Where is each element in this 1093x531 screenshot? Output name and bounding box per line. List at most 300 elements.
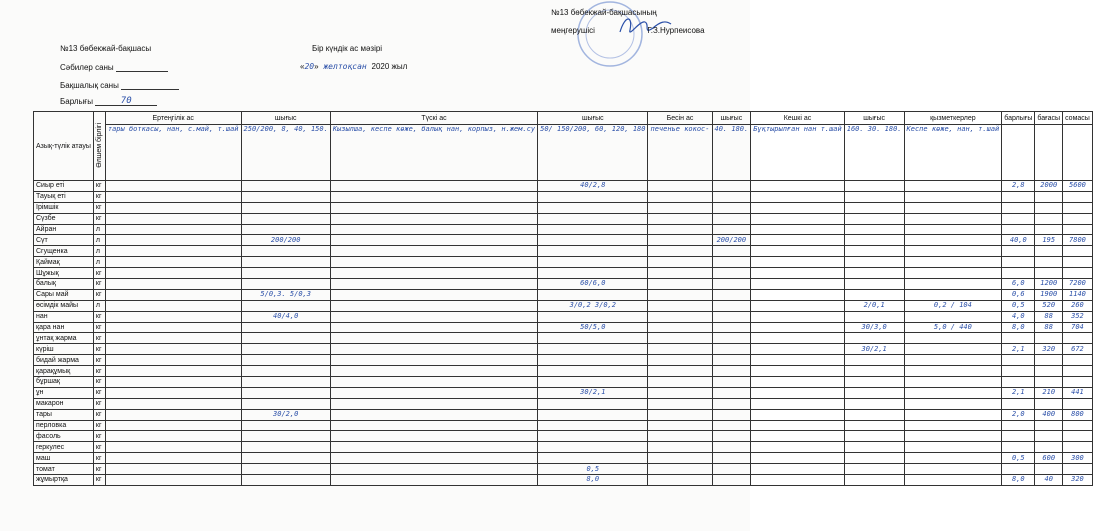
cell-value [712, 366, 751, 377]
col-out-3: шығыс [712, 112, 751, 125]
cell-value [751, 398, 845, 409]
cell-value [105, 333, 241, 344]
cell-value [1063, 268, 1093, 279]
cell-value [241, 420, 330, 431]
cell-value [751, 224, 845, 235]
cell-value: 40/4,0 [241, 311, 330, 322]
product-unit: кг [93, 431, 105, 442]
cell-value [844, 246, 904, 257]
product-name: Тауық еті [34, 191, 94, 202]
product-name: Сиыр еті [34, 181, 94, 192]
dish-breakfast: тары боткасы, нан, с.май, т.шай [105, 125, 241, 181]
cell-value [904, 366, 1002, 377]
menu-table [33, 111, 1093, 486]
cell-value [751, 191, 845, 202]
cell-value: 2/0,1 [844, 300, 904, 311]
cell-value [241, 181, 330, 192]
product-unit: кг [93, 398, 105, 409]
menu-table-body [34, 181, 1093, 486]
cell-value [751, 289, 845, 300]
cell-value [1063, 191, 1093, 202]
cell-value [712, 289, 751, 300]
product-unit: кг [93, 464, 105, 475]
cell-value [538, 442, 648, 453]
dish-sum [1063, 125, 1093, 181]
cell-value [1063, 366, 1093, 377]
rate-label: Сәбилер саны [60, 63, 114, 72]
cell-value [330, 268, 537, 279]
cell-value: 0,6 [1002, 289, 1035, 300]
col-snack: Бесін ас [648, 112, 712, 125]
cell-value [241, 224, 330, 235]
cell-value [844, 387, 904, 398]
table-row [34, 333, 1093, 344]
cell-value [712, 279, 751, 290]
cell-value: 8,0 [1002, 475, 1035, 486]
cell-value [844, 235, 904, 246]
cell-value [105, 191, 241, 202]
cell-value [538, 311, 648, 322]
dish-staff: Кеспе көже, нан, т.шай [904, 125, 1002, 181]
cell-value [712, 464, 751, 475]
cell-value: 672 [1063, 344, 1093, 355]
product-name: күріш [34, 344, 94, 355]
cell-value [844, 398, 904, 409]
cell-value [241, 377, 330, 388]
cell-value [844, 257, 904, 268]
cell-value [1063, 420, 1093, 431]
cell-value [751, 279, 845, 290]
cell-value [1002, 420, 1035, 431]
total-line [60, 96, 157, 106]
cell-value [538, 246, 648, 257]
cell-value: 520 [1035, 300, 1063, 311]
menu-date [300, 62, 407, 71]
cell-value [844, 355, 904, 366]
cell-value: 195 [1035, 235, 1063, 246]
cell-value [1035, 246, 1063, 257]
cell-value [241, 300, 330, 311]
col-product-name: Азық-түлік атауы [34, 112, 94, 181]
cell-value [538, 420, 648, 431]
cell-value [105, 344, 241, 355]
table-row [34, 202, 1093, 213]
product-unit: кг [93, 202, 105, 213]
cell-value [904, 333, 1002, 344]
cell-value [241, 475, 330, 486]
cell-value: 2,0 [1002, 409, 1035, 420]
product-unit: кг [93, 311, 105, 322]
cell-value [751, 202, 845, 213]
cell-value [538, 333, 648, 344]
product-unit: кг [93, 181, 105, 192]
cell-value: 1900 [1035, 289, 1063, 300]
product-unit: л [93, 257, 105, 268]
cell-value [751, 387, 845, 398]
cell-value: 320 [1035, 344, 1063, 355]
cell-value [751, 213, 845, 224]
cell-value [1035, 442, 1063, 453]
cell-value [330, 279, 537, 290]
cell-value [904, 344, 1002, 355]
cell-value [330, 442, 537, 453]
product-name: геркулес [34, 442, 94, 453]
col-unit: Өлшем бірлігі [93, 112, 105, 181]
cell-value [1002, 464, 1035, 475]
cell-value [241, 213, 330, 224]
cell-value [105, 246, 241, 257]
cell-value: 320 [1063, 475, 1093, 486]
cell-value [648, 202, 712, 213]
cell-value [712, 257, 751, 268]
cell-value [1035, 213, 1063, 224]
product-unit: кг [93, 475, 105, 486]
col-out-4: шығыс [844, 112, 904, 125]
cell-value: 88 [1035, 311, 1063, 322]
cell-value [105, 213, 241, 224]
cell-value [538, 366, 648, 377]
cell-value [105, 300, 241, 311]
menu-title: Бір күндік ас мәзірі [312, 44, 383, 53]
cell-value [648, 279, 712, 290]
product-unit: кг [93, 268, 105, 279]
dish-dinner: Бұқтырылған нан т.шай [751, 125, 845, 181]
cell-value [1063, 398, 1093, 409]
product-name: бидай жарма [34, 355, 94, 366]
cell-value [105, 268, 241, 279]
cell-value [330, 420, 537, 431]
cell-value [712, 268, 751, 279]
cell-value [904, 442, 1002, 453]
cell-value [844, 442, 904, 453]
product-unit: кг [93, 279, 105, 290]
cell-value [538, 235, 648, 246]
cell-value [844, 420, 904, 431]
cell-value [648, 224, 712, 235]
cell-value [904, 453, 1002, 464]
cell-value [712, 322, 751, 333]
cell-value: 400 [1035, 409, 1063, 420]
cell-value [330, 224, 537, 235]
product-unit: кг [93, 344, 105, 355]
cell-value [1063, 431, 1093, 442]
cell-value [751, 268, 845, 279]
cell-value [241, 398, 330, 409]
product-unit: л [93, 224, 105, 235]
cell-value [538, 191, 648, 202]
cell-value [538, 268, 648, 279]
cell-value [1063, 224, 1093, 235]
cell-value [1063, 377, 1093, 388]
cell-value [712, 311, 751, 322]
cell-value: 0,2 / 104 [904, 300, 1002, 311]
cell-value [105, 366, 241, 377]
cell-value: 60/6,0 [538, 279, 648, 290]
table-row [34, 431, 1093, 442]
cell-value [330, 322, 537, 333]
cell-value [648, 268, 712, 279]
cell-value: 300 [1063, 453, 1093, 464]
cell-value [904, 213, 1002, 224]
cell-value [105, 181, 241, 192]
cell-value: 2,8 [1002, 181, 1035, 192]
cell-value [1002, 431, 1035, 442]
cell-value [1002, 333, 1035, 344]
cell-value: 8,0 [1002, 322, 1035, 333]
cell-value [330, 344, 537, 355]
product-name: Сгущенка [34, 246, 94, 257]
cell-value [844, 475, 904, 486]
product-name: Айран [34, 224, 94, 235]
cell-value: 40 [1035, 475, 1063, 486]
cell-value [538, 202, 648, 213]
cell-value [648, 431, 712, 442]
cell-value [538, 409, 648, 420]
cell-value [712, 442, 751, 453]
cell-value [1035, 257, 1063, 268]
cell-value [751, 311, 845, 322]
cell-value [904, 409, 1002, 420]
cell-value [1002, 202, 1035, 213]
cell-value [105, 377, 241, 388]
cell-value [904, 279, 1002, 290]
cell-value [105, 398, 241, 409]
cell-value [904, 191, 1002, 202]
cell-value [648, 257, 712, 268]
cell-value [904, 246, 1002, 257]
cell-value [330, 398, 537, 409]
product-unit: л [93, 235, 105, 246]
cell-value [648, 333, 712, 344]
cell-value [1063, 257, 1093, 268]
cell-value [1063, 355, 1093, 366]
table-row [34, 279, 1093, 290]
cell-value [538, 257, 648, 268]
cell-value [712, 213, 751, 224]
product-name: Ірімшік [34, 202, 94, 213]
cell-value: 210 [1035, 387, 1063, 398]
product-name: макарон [34, 398, 94, 409]
cell-value [751, 442, 845, 453]
cell-value [330, 246, 537, 257]
cell-value [241, 202, 330, 213]
cell-value [904, 398, 1002, 409]
col-total: барлығы [1002, 112, 1035, 125]
cell-value: 2000 [1035, 181, 1063, 192]
product-name: қара нан [34, 322, 94, 333]
cell-value [241, 453, 330, 464]
product-name: балық [34, 279, 94, 290]
cell-value [844, 409, 904, 420]
cell-value: 7800 [1063, 235, 1093, 246]
table-row [34, 464, 1093, 475]
col-staff: қызметкерлер [904, 112, 1002, 125]
cell-value [105, 224, 241, 235]
cell-value [1035, 355, 1063, 366]
cell-value [904, 268, 1002, 279]
cell-value [1035, 398, 1063, 409]
cell-value [1002, 442, 1035, 453]
cell-value [538, 355, 648, 366]
cell-value [648, 191, 712, 202]
cell-value [1035, 191, 1063, 202]
cell-value [648, 398, 712, 409]
product-name: фасоль [34, 431, 94, 442]
product-name: Сары май [34, 289, 94, 300]
table-row [34, 442, 1093, 453]
cell-value [1002, 366, 1035, 377]
cell-value: 352 [1063, 311, 1093, 322]
table-row [34, 181, 1093, 192]
cell-value [538, 431, 648, 442]
product-unit: кг [93, 355, 105, 366]
cell-value: 7200 [1063, 279, 1093, 290]
cell-value [105, 464, 241, 475]
col-out-2: шығыс [538, 112, 648, 125]
table-row [34, 377, 1093, 388]
product-name: Шұжық [34, 268, 94, 279]
cell-value [241, 355, 330, 366]
date-day: 20 [304, 62, 315, 71]
cell-value [241, 333, 330, 344]
cell-value: 50/5,0 [538, 322, 648, 333]
children-count-label: Бақшалық саны [60, 81, 119, 90]
cell-value [105, 453, 241, 464]
cell-value [751, 464, 845, 475]
cell-value [751, 453, 845, 464]
cell-value [330, 311, 537, 322]
cell-value: 30/2,0 [241, 409, 330, 420]
cell-value: 0,5 [538, 464, 648, 475]
cell-value [330, 387, 537, 398]
table-row [34, 387, 1093, 398]
cell-value [844, 181, 904, 192]
cell-value [712, 431, 751, 442]
cell-value [330, 191, 537, 202]
cell-value [1035, 377, 1063, 388]
table-row [34, 322, 1093, 333]
cell-value [1035, 420, 1063, 431]
cell-value [1063, 202, 1093, 213]
table-row [34, 191, 1093, 202]
dish-snack: печенье кокос- [648, 125, 712, 181]
cell-value: 704 [1063, 322, 1093, 333]
product-name: томат [34, 464, 94, 475]
product-name: нан [34, 311, 94, 322]
cell-value [712, 420, 751, 431]
table-row [34, 475, 1093, 486]
cell-value [330, 257, 537, 268]
cell-value [712, 355, 751, 366]
rate-line [60, 62, 168, 72]
cell-value [648, 246, 712, 257]
cell-value: 88 [1035, 322, 1063, 333]
cell-value [751, 475, 845, 486]
rate-blank[interactable] [116, 62, 168, 72]
col-dinner: Кешкі ас [751, 112, 845, 125]
cell-value [241, 191, 330, 202]
date-quote-open: « [300, 62, 305, 71]
table-row [34, 246, 1093, 257]
product-unit: кг [93, 420, 105, 431]
cell-value [904, 181, 1002, 192]
cell-value [712, 344, 751, 355]
cell-value [1035, 202, 1063, 213]
cell-value [844, 279, 904, 290]
cell-value [1035, 431, 1063, 442]
cell-value: 5/0,3. 5/0,3 [241, 289, 330, 300]
cell-value: 0,5 [1002, 453, 1035, 464]
product-name: ұнтақ жарма [34, 333, 94, 344]
cell-value [904, 475, 1002, 486]
cell-value [648, 181, 712, 192]
cell-value [330, 366, 537, 377]
cell-value [648, 289, 712, 300]
cell-value [538, 344, 648, 355]
col-sum: сомасы [1063, 112, 1093, 125]
cell-value [712, 333, 751, 344]
cell-value [1035, 366, 1063, 377]
cell-value [538, 377, 648, 388]
cell-value [1002, 246, 1035, 257]
product-unit: кг [93, 289, 105, 300]
product-name: бұршақ [34, 377, 94, 388]
cell-value [105, 420, 241, 431]
approval-role-label: меңгерушісі [551, 26, 595, 35]
product-unit: кг [93, 377, 105, 388]
cell-value [241, 366, 330, 377]
cell-value [751, 355, 845, 366]
cell-value [648, 311, 712, 322]
cell-value [751, 409, 845, 420]
cell-value [330, 181, 537, 192]
cell-value [1063, 464, 1093, 475]
cell-value [330, 289, 537, 300]
col-price: бағасы [1035, 112, 1063, 125]
cell-value [904, 224, 1002, 235]
product-unit: л [93, 246, 105, 257]
total-value[interactable]: 70 [95, 96, 157, 106]
cell-value [904, 464, 1002, 475]
cell-value [1035, 268, 1063, 279]
cell-value [648, 344, 712, 355]
product-unit: кг [93, 442, 105, 453]
cell-value [330, 377, 537, 388]
cell-value [904, 289, 1002, 300]
cell-value [751, 344, 845, 355]
cell-value [330, 202, 537, 213]
cell-value [751, 181, 845, 192]
cell-value: 260 [1063, 300, 1093, 311]
cell-value [1063, 333, 1093, 344]
children-count-blank[interactable] [121, 80, 179, 90]
approval-person: Г.З.Нурпеисова [647, 26, 705, 35]
table-row [34, 300, 1093, 311]
cell-value: 441 [1063, 387, 1093, 398]
cell-value: 200/200 [712, 235, 751, 246]
cell-value [648, 464, 712, 475]
cell-value [1002, 268, 1035, 279]
cell-value [105, 431, 241, 442]
cell-value [1035, 464, 1063, 475]
cell-value [241, 246, 330, 257]
cell-value [538, 398, 648, 409]
cell-value [904, 257, 1002, 268]
col-lunch: Түскі ас [330, 112, 537, 125]
cell-value: 1200 [1035, 279, 1063, 290]
product-unit: кг [93, 322, 105, 333]
product-unit: кг [93, 409, 105, 420]
